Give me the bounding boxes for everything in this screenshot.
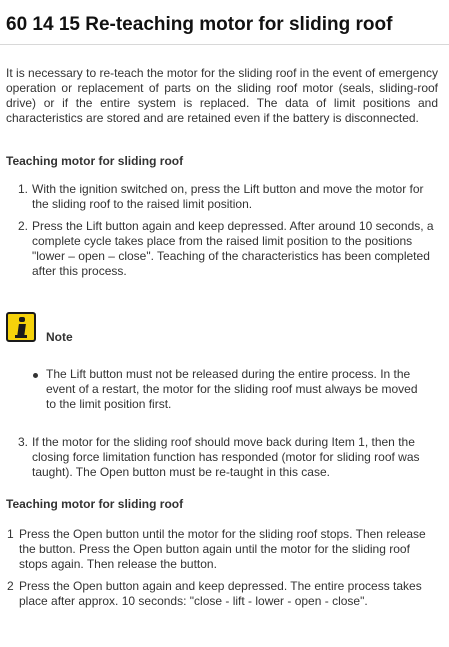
step-text: Press the Lift button again and keep depressed. After around 10 seconds, a complete cycle takes place from the raised limit position to the positions "lower – open – close". Teaching of the characteristics has been completed after this process.	[32, 219, 434, 278]
list-item	[18, 182, 442, 212]
note-label: Note	[46, 330, 73, 344]
intro-paragraph: It is necessary to re-teach the motor for the sliding roof in the event of emergency operation or replacement of parts on the sliding roof motor (seals, sliding-roof drive) or if the entire system is replaced. The data of limit positions and characteristics are stored and are retained even if the battery is disconnected.	[6, 66, 438, 125]
note-list	[46, 367, 426, 412]
list-item	[7, 579, 431, 609]
step-text: Press the Open button until the motor for the sliding roof stops. Then release the button. Press the Open button again until the motor for the sliding roof stops again. Then release the button.	[19, 527, 426, 571]
step-text: Press the Open button again and keep depressed. The entire process takes place after approx. 10 seconds: "close - lift - lower - open - close".	[19, 579, 422, 608]
step-number: 2	[7, 579, 14, 593]
title-divider	[0, 44, 449, 45]
section-heading-teaching: Teaching motor for sliding roof	[6, 154, 184, 168]
step-text: If the motor for the sliding roof should move back during Item 1, then the closing force limitation function has responded (motor for sliding roof was taught). The Open button must be re-taught in this case.	[32, 435, 420, 479]
continued-steps-list	[18, 435, 442, 480]
step-number: 1	[7, 527, 14, 541]
page-title: 60 14 15 Re-teaching motor for sliding roof	[6, 14, 393, 35]
bullet-icon	[33, 373, 38, 378]
info-icon	[6, 312, 36, 342]
step-text: With the ignition switched on, press the Lift button and move the motor for the sliding roof to the raised limit position.	[32, 182, 424, 211]
step-number: 1.	[18, 182, 29, 196]
list-item	[18, 219, 442, 279]
step-number: 2.	[18, 219, 29, 233]
note-text: The Lift button must not be released during the entire process. In the event of a restart, the motor for the sliding roof must always be moved to the limit position first.	[46, 367, 418, 411]
list-item	[7, 527, 431, 572]
teaching-steps-list	[18, 182, 442, 279]
list-item	[46, 367, 426, 412]
section-heading-teaching-open: Teaching motor for sliding roof	[6, 497, 184, 511]
list-item	[18, 435, 442, 480]
step-number: 3.	[18, 435, 29, 449]
open-teaching-steps-list	[7, 527, 431, 609]
